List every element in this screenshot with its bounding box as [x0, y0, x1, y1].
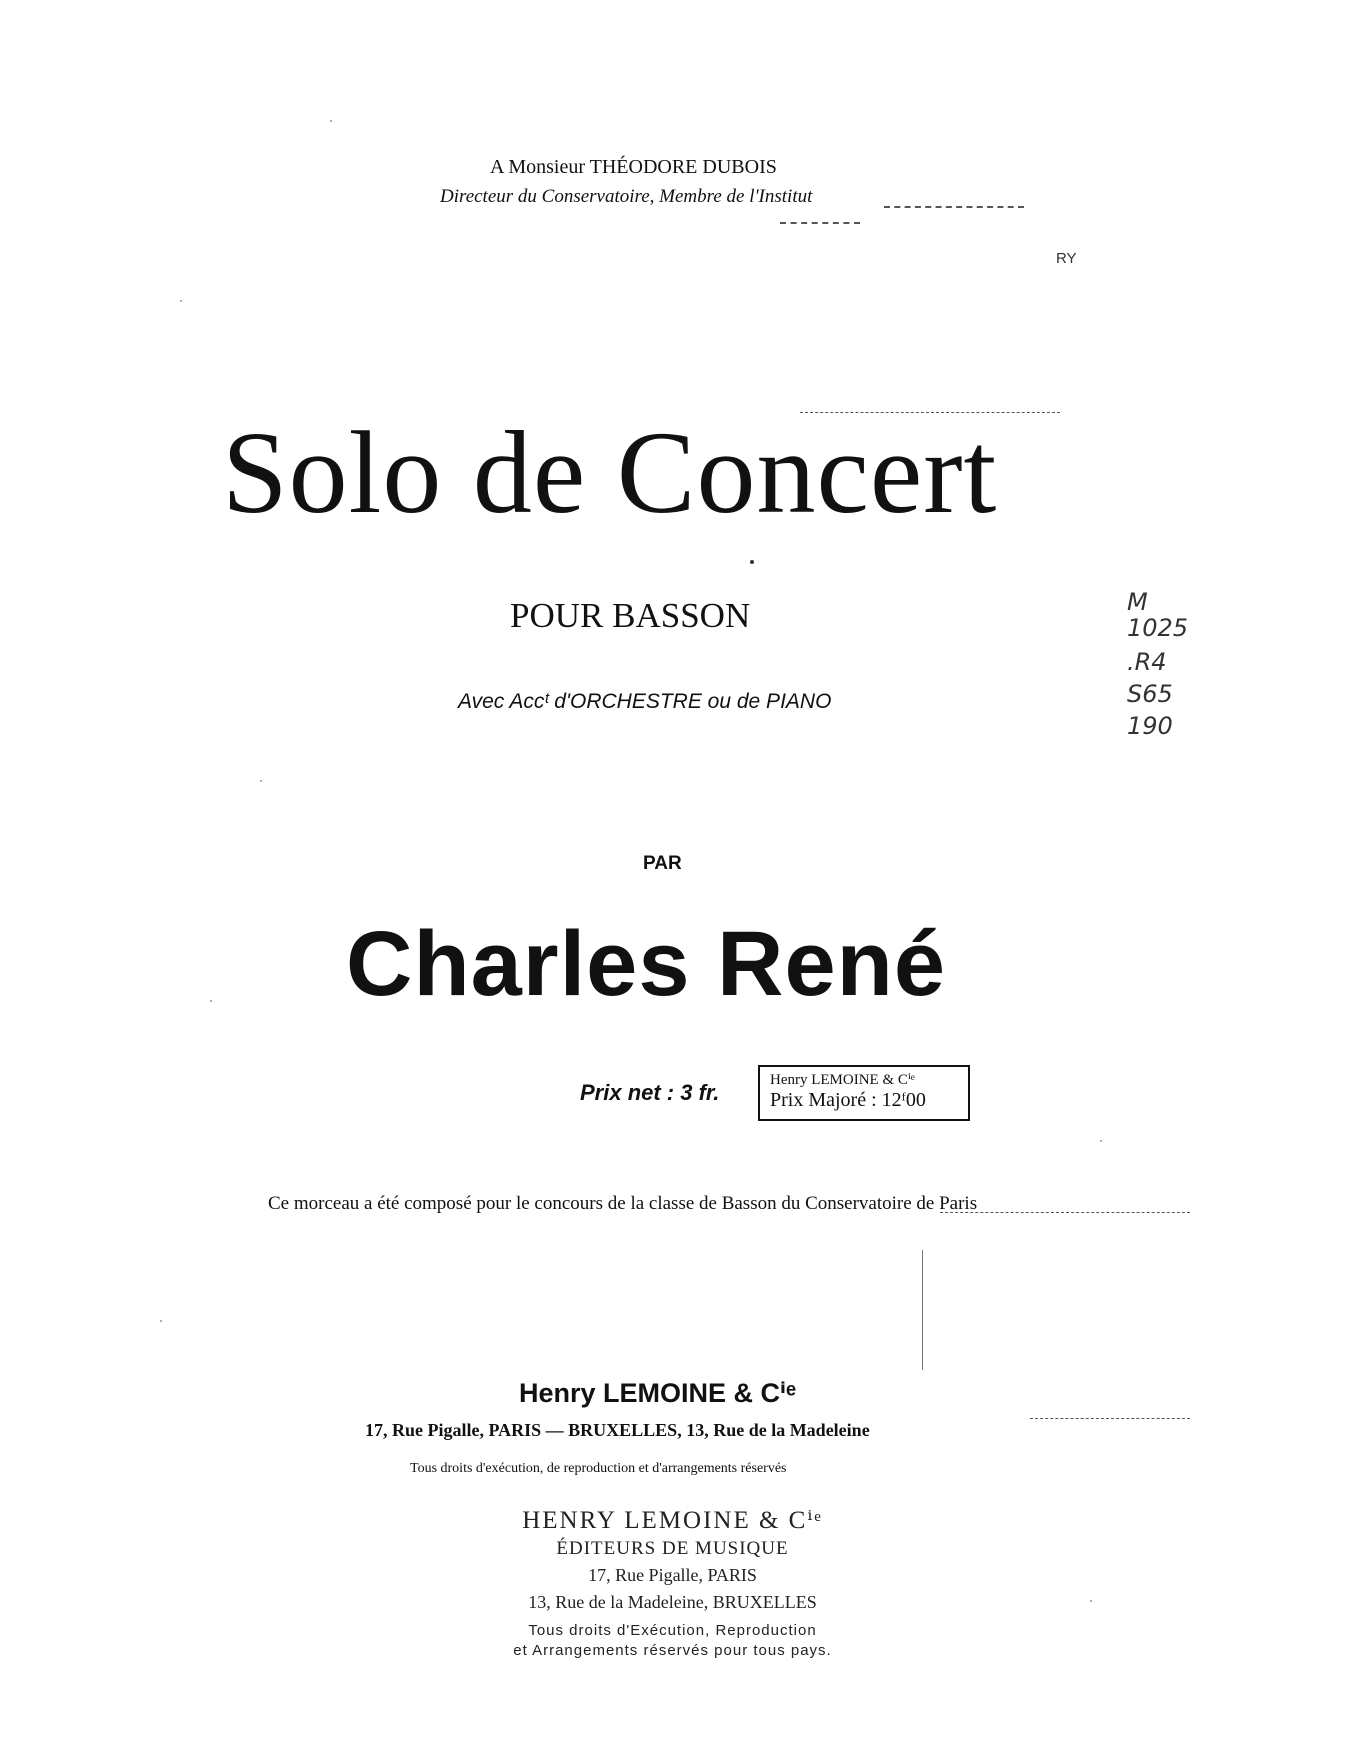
price-stamp-line-1: Henry LEMOINE & Cⁱᵉ — [770, 1072, 915, 1088]
publisher-name: Henry LEMOINE & Cⁱᵉ — [519, 1378, 797, 1408]
instrument-subtitle: POUR BASSON — [510, 596, 751, 635]
scan-speck — [330, 120, 332, 122]
publisher-stamp-line-6: et Arrangements réservés pour tous pays. — [513, 1642, 832, 1659]
page-title: Solo de Concert — [222, 407, 998, 538]
publisher-address: 17, Rue Pigalle, PARIS — BRUXELLES, 13, Rue de la Madeleine — [365, 1420, 870, 1440]
dashed-rule — [780, 222, 860, 224]
accompaniment-line: Avec Accᵗ d'ORCHESTRE ou de PIANO — [458, 690, 832, 713]
dedication-line-1: A Monsieur THÉODORE DUBOIS — [490, 156, 777, 178]
handwritten-callnumber-line: .R4 — [1127, 648, 1167, 676]
rights-notice: Tous droits d'exécution, de reproduction et d'arrangements réservés — [410, 1461, 787, 1476]
scan-speck — [210, 1000, 212, 1002]
publisher-stamp-line-3: 17, Rue Pigalle, PARIS — [588, 1565, 757, 1585]
composer-name: Charles René — [346, 913, 947, 1015]
handwritten-callnumber-line: 1025 — [1127, 614, 1189, 642]
handwritten-callnumber-line: 190 — [1127, 712, 1173, 740]
dashed-rule — [884, 206, 1024, 208]
scan-speck — [160, 1320, 162, 1322]
handwritten-callnumber-line: S65 — [1127, 680, 1173, 708]
publisher-stamp-line-1: HENRY LEMOINE & Cⁱᵉ — [522, 1507, 823, 1534]
price-stamp — [758, 1065, 970, 1121]
dedication-line-2: Directeur du Conservatoire, Membre de l'Institut — [440, 186, 813, 207]
scan-speck — [750, 560, 754, 564]
publisher-stamp-line-5: Tous droits d'Exécution, Reproduction — [528, 1622, 817, 1639]
publisher-stamp-line-2: ÉDITEURS DE MUSIQUE — [556, 1538, 789, 1559]
composition-note: Ce morceau a été composé pour le concours de la classe de Basson du Conservatoire de Paris — [268, 1193, 978, 1214]
price-label: Prix net : 3 fr. — [580, 1080, 720, 1105]
scan-speck — [1100, 1140, 1102, 1142]
catalog-mark: RY — [1056, 250, 1077, 267]
scan-speck — [260, 780, 262, 782]
price-stamp-line-2: Prix Majoré : 12ᶠ00 — [770, 1089, 926, 1111]
handwritten-callnumber-line: M — [1127, 588, 1148, 616]
dashed-rule — [1030, 1418, 1190, 1419]
publisher-stamp-line-4: 13, Rue de la Madeleine, BRUXELLES — [528, 1592, 817, 1612]
by-label: PAR — [643, 853, 682, 874]
scan-speck — [1090, 1600, 1092, 1602]
dashed-rule — [940, 1212, 1190, 1213]
scan-speck — [180, 300, 182, 302]
scan-line — [922, 1250, 923, 1370]
